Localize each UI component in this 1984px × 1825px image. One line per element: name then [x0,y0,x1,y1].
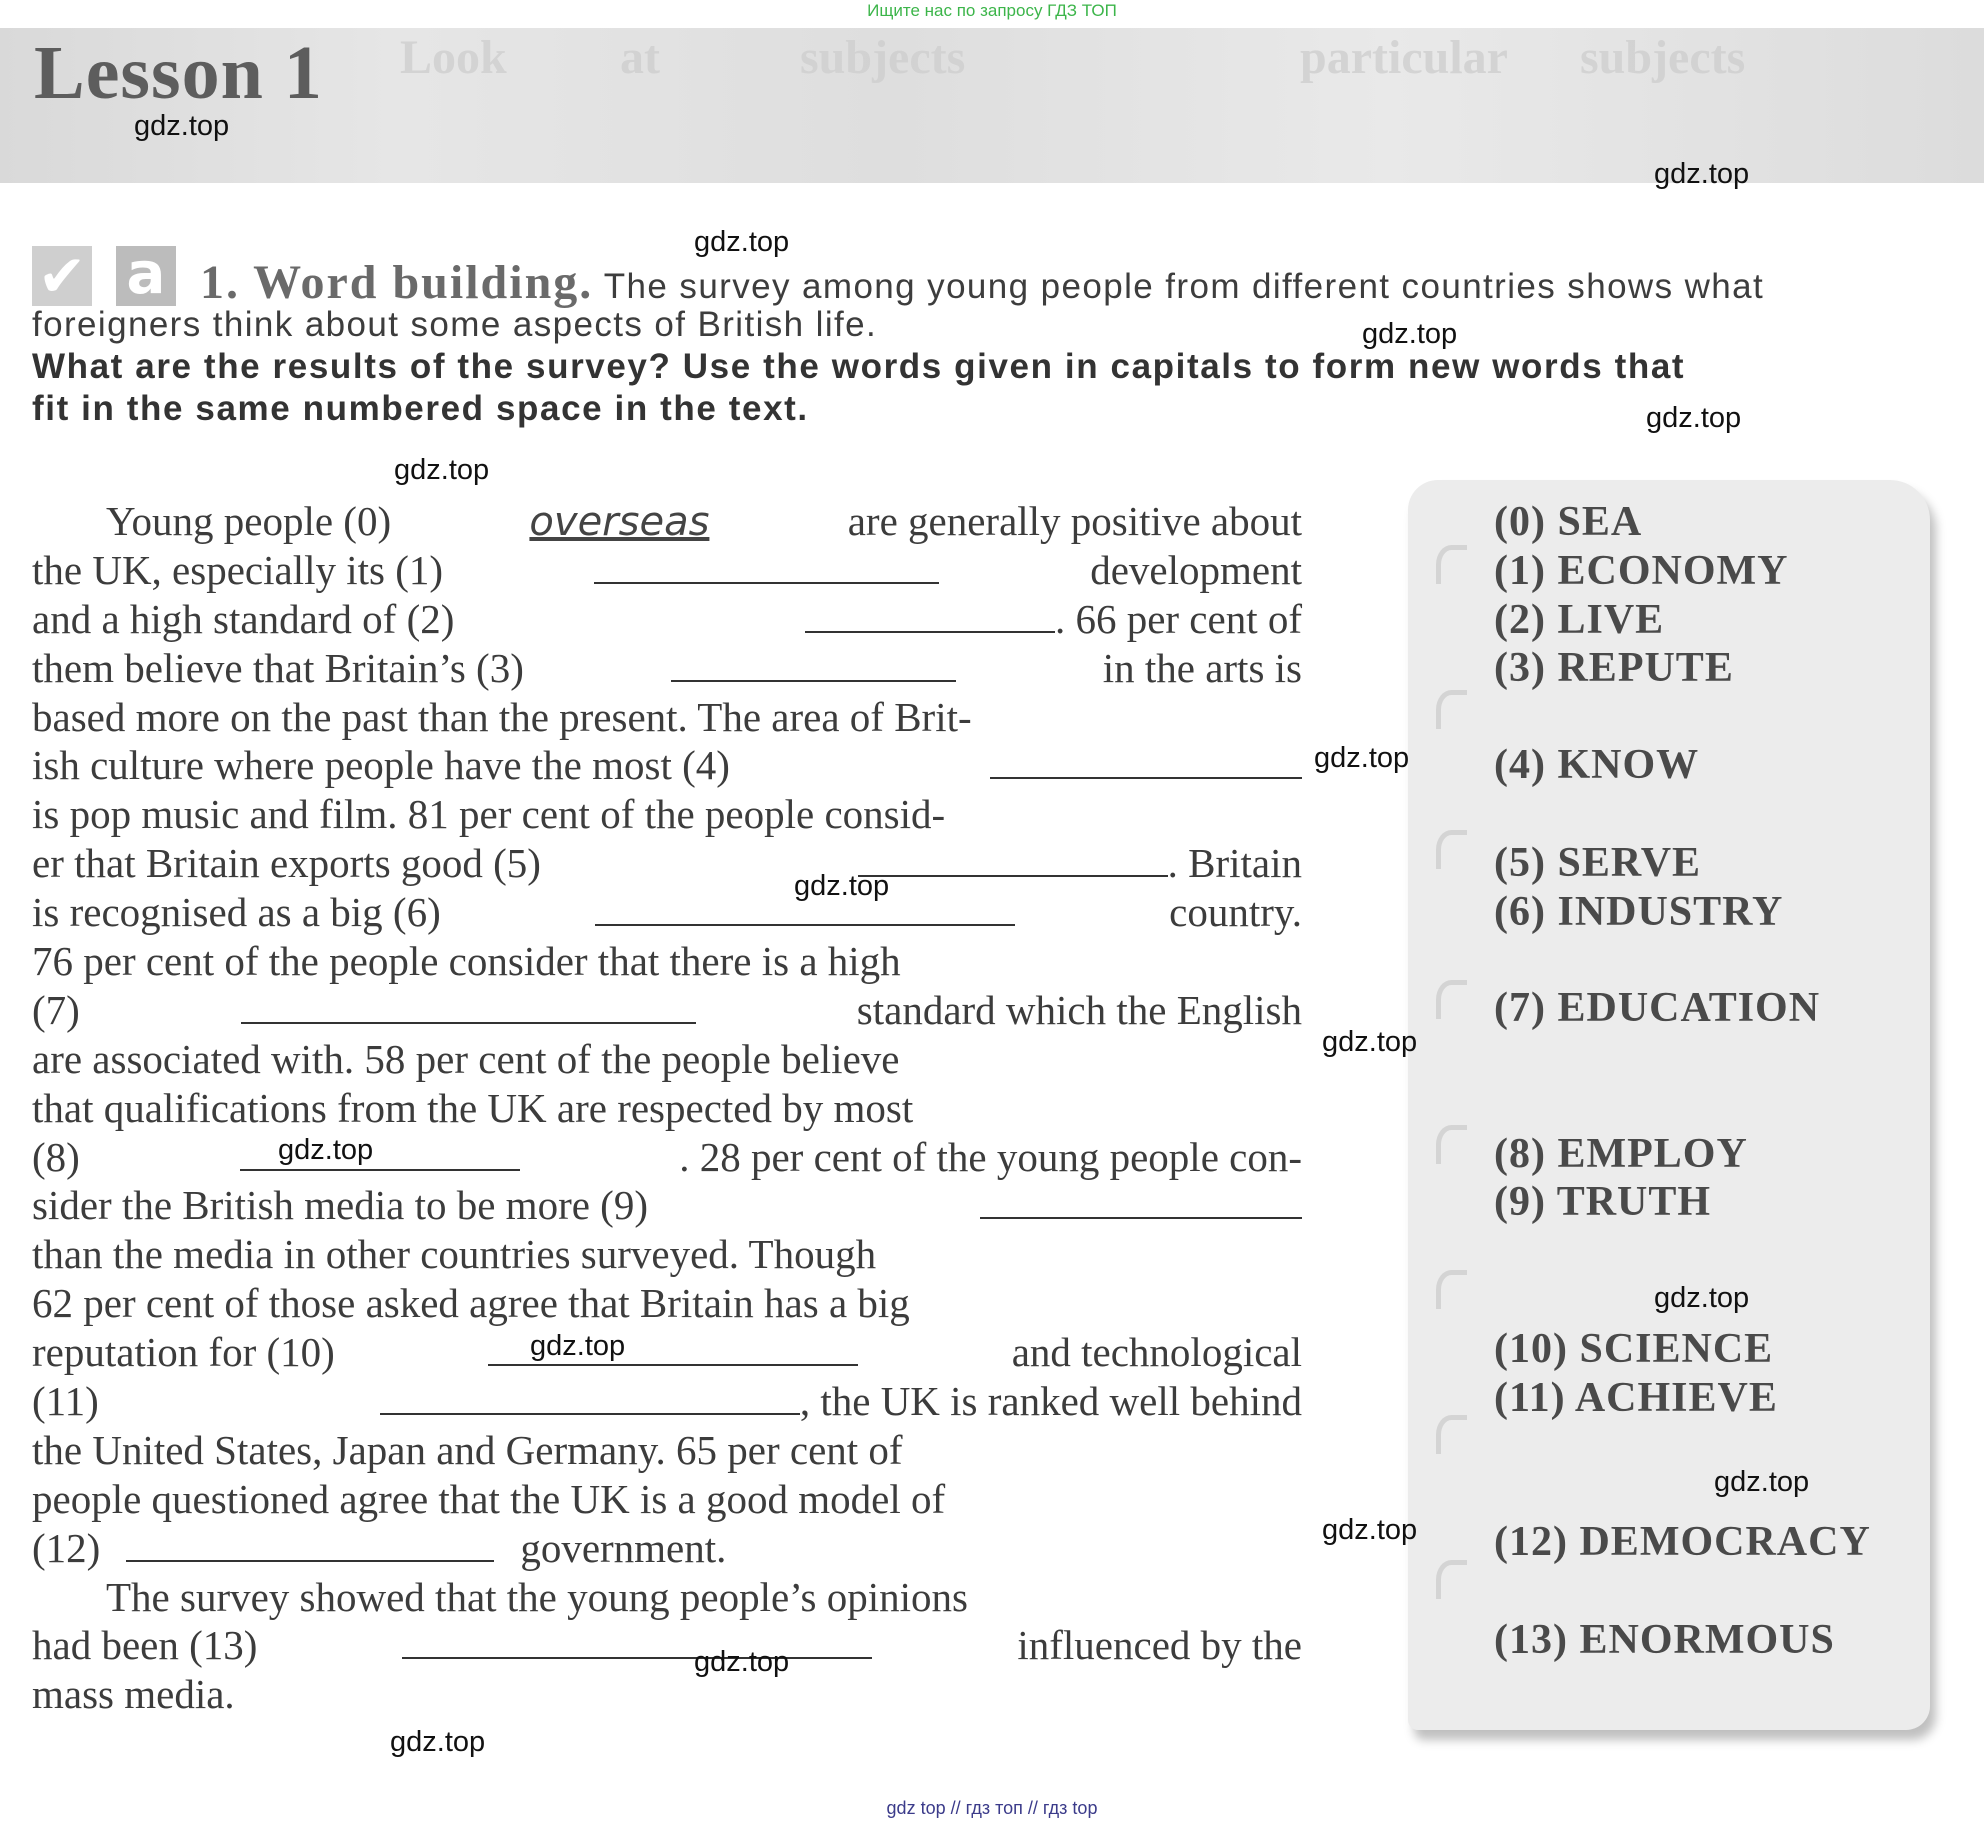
text-fragment: Young people (0) [106,498,392,544]
text-fragment: the UK, especially its (1) [32,546,444,593]
blank-2[interactable] [805,601,1055,633]
text-fragment: them believe that Britain’s (3) [32,644,524,691]
ring-hole-icon [1436,1270,1467,1309]
header-faint-word: subjects [1580,31,1746,84]
watermark: gdz.top [1362,318,1458,350]
text-fragment: people questioned agree that the UK is a good model of [32,1475,946,1522]
card-word: (10) SCIENCE [1494,1326,1774,1372]
text-fragment: (11) [32,1378,99,1425]
watermark: gdz.top [278,1134,374,1166]
text-fragment: 62 per cent of those asked agree that Britain has a big [32,1280,910,1327]
blank-11[interactable] [380,1383,800,1415]
text-line [32,741,1302,790]
text-line [32,790,1302,839]
text-fragment: government. [520,1524,727,1571]
text-line [32,693,1302,742]
text-fragment: (7) [32,986,80,1033]
instruction-line: foreigners think about some aspects of British life. [32,305,878,344]
text-fragment: (8) [32,1133,80,1180]
survey-text [32,497,1302,1719]
text-fragment: 76 per cent of the people consider that there is a high [32,938,901,985]
header-faint-word: particular [1300,31,1508,84]
text-line [32,1279,1302,1328]
text-fragment: and a high standard of (2) [32,595,455,642]
text-line [32,986,1302,1035]
lesson-title: Lesson 1 [34,31,323,115]
text-fragment: standard which the English [856,986,1302,1033]
card-word: (0) SEA [1494,499,1643,545]
text-fragment: ish culture where people have the most (4) [32,742,730,789]
watermark: gdz.top [1322,1514,1418,1546]
text-fragment: sider the British media to be more (9) [32,1182,648,1229]
blank-9[interactable] [980,1187,1302,1219]
exercise-heading: 1. Word building. [200,256,594,309]
text-fragment: than the media in other countries surveyed. Though [32,1231,877,1278]
header-faint-word: at [620,31,660,84]
blank-13[interactable] [402,1627,872,1659]
letter-a-icon: a [116,246,176,306]
watermark: gdz.top [1654,158,1750,190]
blank-1[interactable] [594,552,939,584]
watermark: gdz.top [1654,1282,1750,1314]
text-line [32,546,1302,595]
text-fragment: (12) [32,1524,101,1571]
blank-3[interactable] [671,650,956,682]
ring-hole-icon [1436,830,1467,869]
text-line [32,1621,1302,1670]
watermark: gdz.top [694,1646,790,1678]
text-line [32,644,1302,693]
text-fragment: the United States, Japan and Germany. 65 per cent of [32,1426,903,1473]
watermark: gdz.top [794,870,890,902]
watermark: gdz.top [1714,1466,1810,1498]
card-word: (12) DEMOCRACY [1494,1519,1871,1565]
ring-hole-icon [1436,545,1467,584]
text-line [32,1084,1302,1133]
text-line [32,1475,1302,1524]
text-fragment: that qualifications from the UK are respected by most [32,1084,914,1131]
text-fragment: reputation for (10) [32,1329,335,1376]
card-word: (5) SERVE [1494,840,1702,886]
card-word: (11) ACHIEVE [1494,1375,1778,1421]
text-fragment: influenced by the [1017,1622,1302,1669]
card-word: (13) ENORMOUS [1494,1617,1835,1663]
text-fragment: and technological [1011,1329,1302,1376]
text-fragment: , the UK is ranked well behind [799,1378,1302,1425]
text-fragment: in the arts is [1102,644,1302,691]
text-fragment: . 28 per cent of the young people con- [679,1133,1302,1180]
text-fragment: mass media. [32,1671,235,1718]
text-line [32,1230,1302,1279]
watermark: gdz.top [530,1330,626,1362]
top-banner-link[interactable]: Ищите нас по запросу ГДЗ ТОП [867,1,1117,20]
card-word: (7) EDUCATION [1494,985,1821,1031]
text-fragment: are generally positive about [847,498,1302,544]
text-line [32,1426,1302,1475]
watermark: gdz.top [390,1726,486,1758]
watermark: gdz.top [394,454,490,486]
text-line [32,595,1302,644]
text-fragment: based more on the past than the present. The area of Brit- [32,693,972,740]
header-faint-word: Look [400,31,507,84]
text-line [32,839,1302,888]
blank-12[interactable] [126,1530,494,1562]
answer-0: overseas [529,499,710,545]
watermark: gdz.top [694,226,790,258]
text-fragment: are associated with. 58 per cent of the people believe [32,1035,900,1082]
text-fragment: country. [1169,889,1302,936]
text-line [32,1328,1302,1377]
card-word: (3) REPUTE [1494,645,1734,691]
card-word: (9) TRUTH [1494,1179,1712,1225]
card-word: (1) ECONOMY [1494,548,1789,594]
text-fragment: . 66 per cent of [1054,595,1302,642]
text-fragment: . Britain [1167,840,1302,887]
watermark: gdz.top [134,110,230,142]
text-line [32,1133,1302,1182]
text-line [32,1670,1302,1719]
text-fragment: is recognised as a big (6) [32,889,441,936]
card-word: (6) INDUSTRY [1494,889,1784,935]
watermark: gdz.top [1646,402,1742,434]
text-fragment: development [1090,546,1302,593]
text-line [32,497,1302,546]
watermark: gdz.top [1322,1026,1418,1058]
footer-links[interactable]: gdz top // гдз топ // гдз top [886,1798,1098,1818]
ring-hole-icon [1436,690,1467,729]
ring-hole-icon [1436,980,1467,1019]
text-line [32,1035,1302,1084]
text-line [32,937,1302,986]
blank-4[interactable] [990,747,1302,779]
task-line: fit in the same numbered space in the text. [32,389,809,428]
instruction-line [32,256,1932,309]
text-line [32,888,1302,937]
text-line [32,1377,1302,1426]
text-line [32,1573,1302,1622]
blank-5[interactable] [858,845,1168,877]
card-word: (4) KNOW [1494,742,1700,788]
blank-7[interactable] [241,992,696,1024]
card-word: (8) EMPLOY [1494,1131,1748,1177]
text-line [32,1181,1302,1230]
text-fragment: er that Britain exports good (5) [32,840,541,887]
card-word: (2) LIVE [1494,597,1665,643]
ring-hole-icon [1436,1415,1467,1454]
instruction-text: The survey among young people from different countries shows what [603,267,1765,306]
text-fragment: is pop music and film. 81 per cent of the people consid- [32,791,946,838]
watermark: gdz.top [1314,742,1410,774]
text-line [32,1524,1302,1573]
task-line: What are the results of the survey? Use the words given in capitals to form new words that [32,347,1686,386]
header-faint-word: subjects [800,31,966,84]
ring-hole-icon [1436,1125,1467,1164]
ring-hole-icon [1436,1560,1467,1599]
checkmark-icon: ✔ [32,246,92,306]
text-fragment: The survey showed that the young people’s opinions [106,1573,969,1620]
text-fragment: had been (13) [32,1622,258,1669]
